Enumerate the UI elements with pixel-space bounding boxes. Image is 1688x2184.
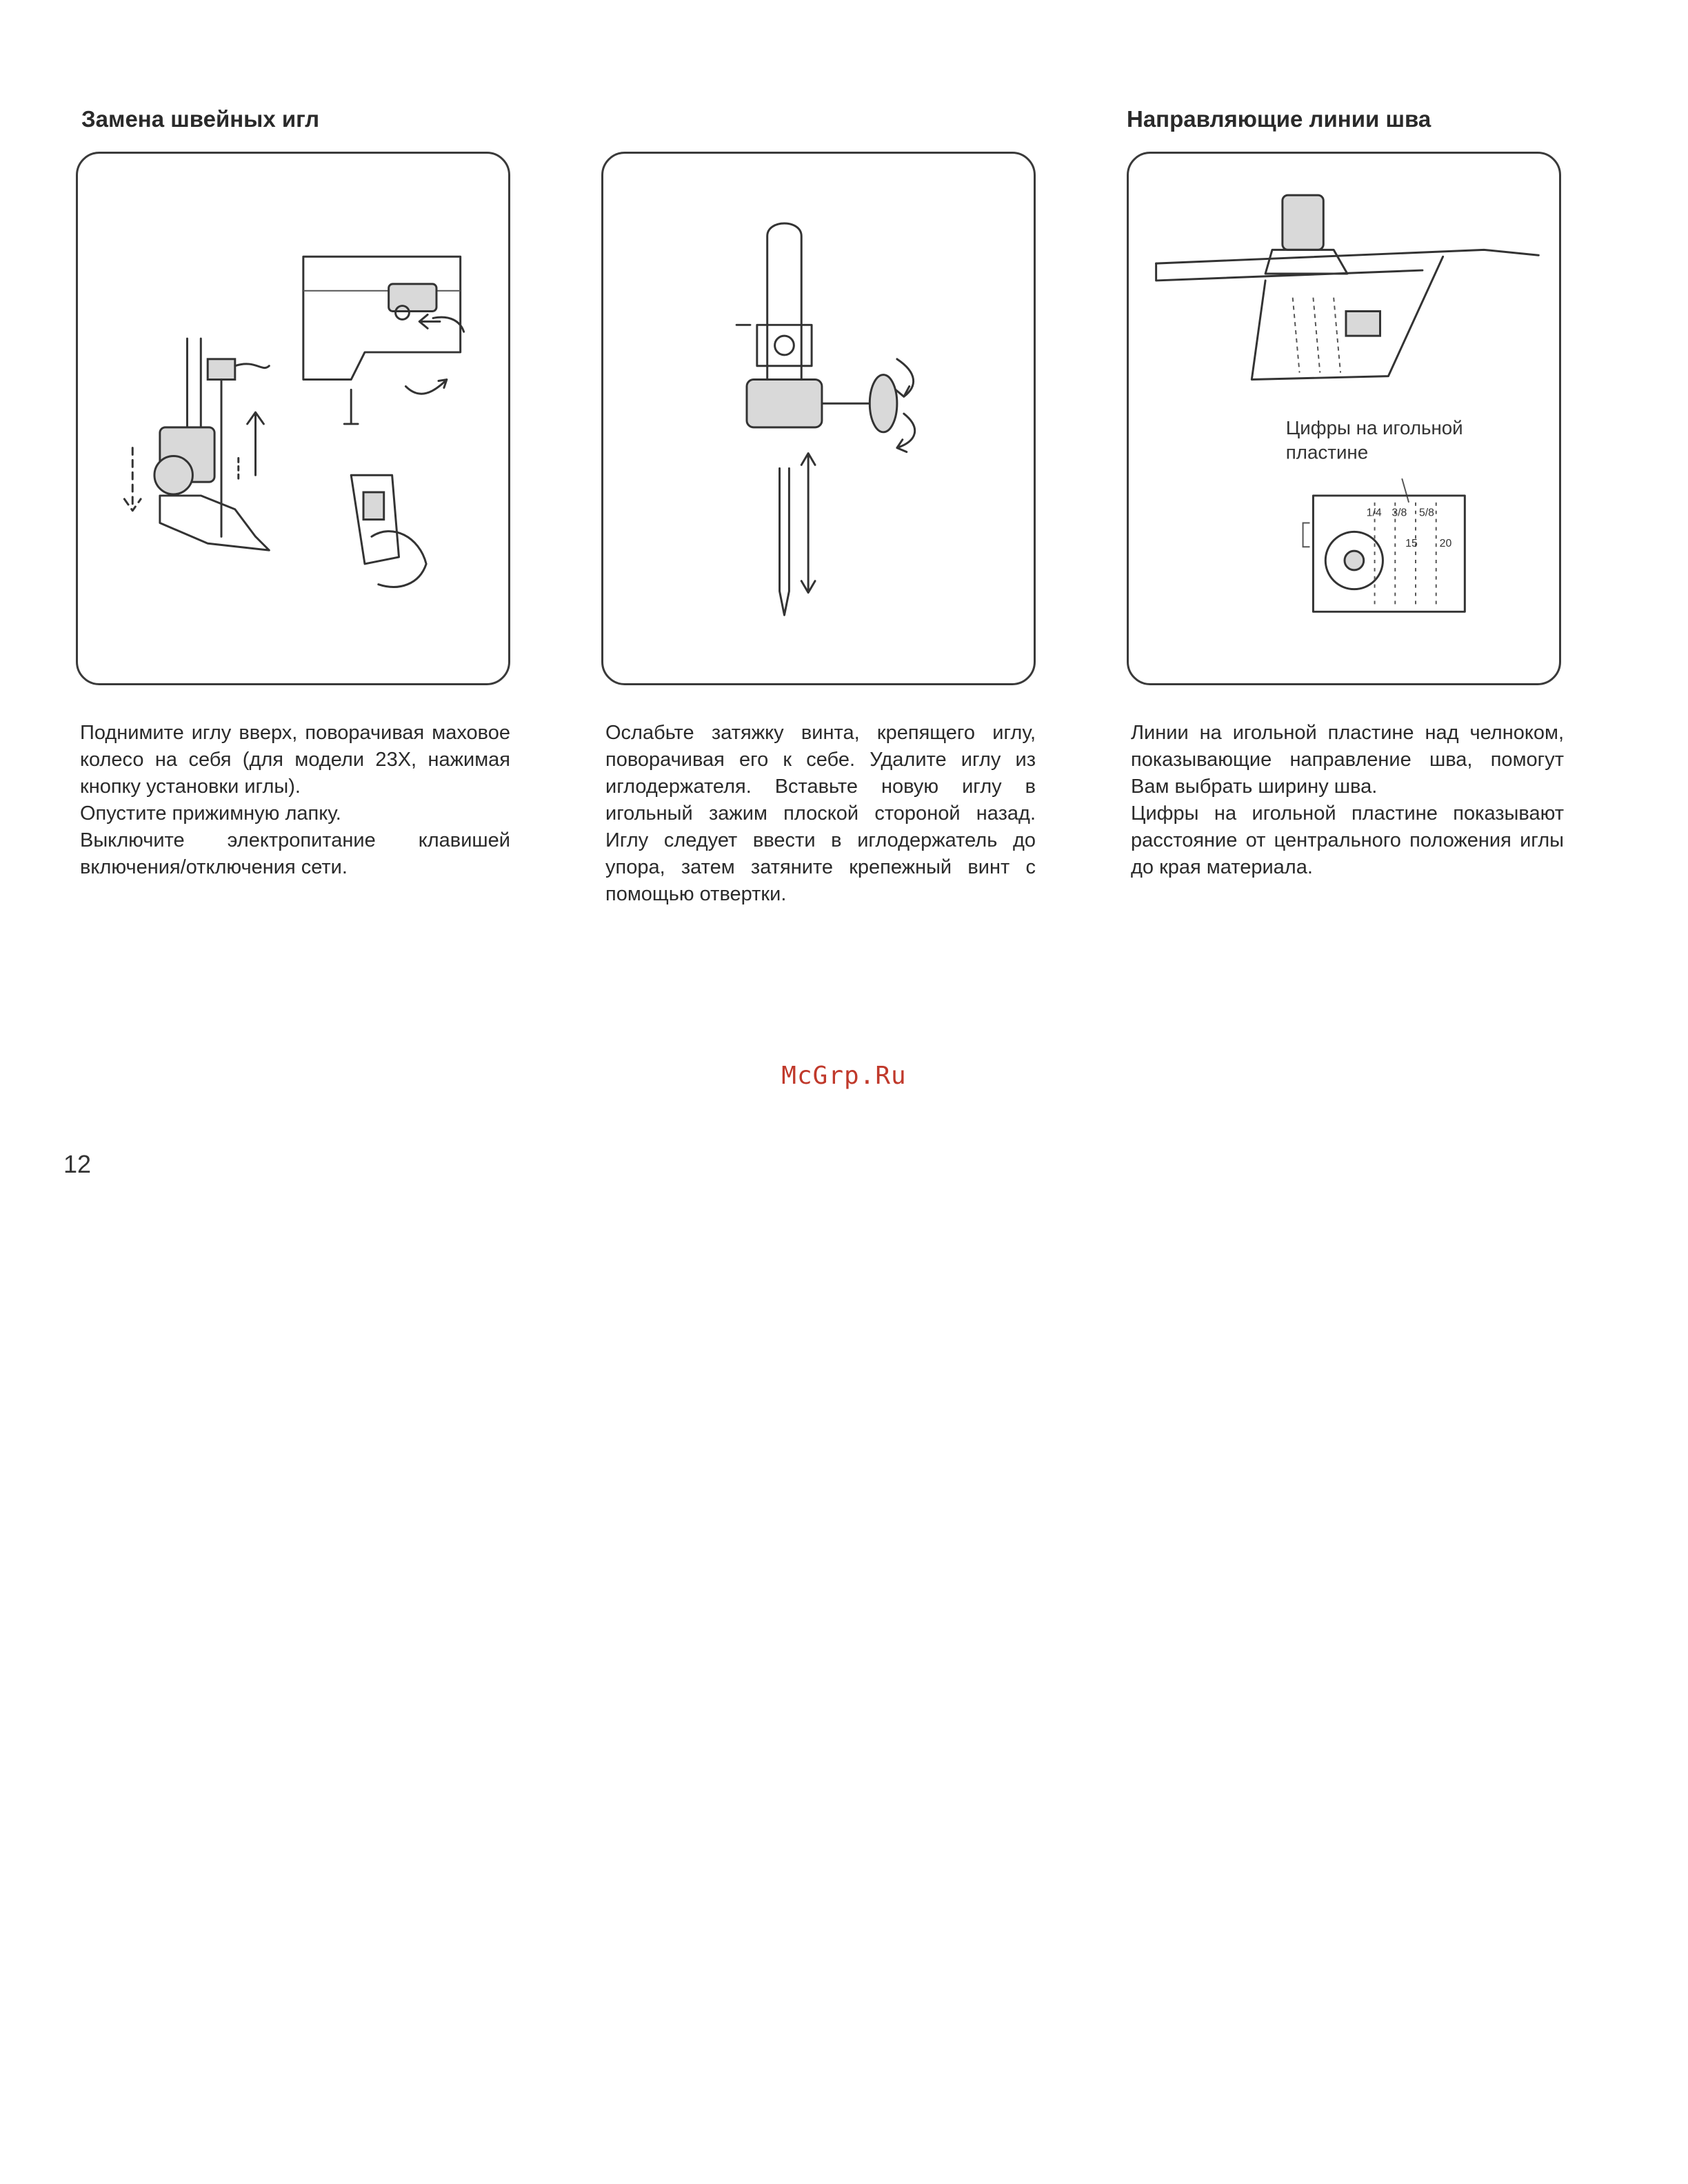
text-column-2 [605,720,1036,908]
needle-plate-label-line1: Цифры на игольной [1285,416,1463,438]
plate-scale-1: 1/4 [1366,507,1382,519]
plate-scale-4: 15 [1405,538,1418,550]
paragraph: Цифры на игольной пластине показывают расстояние от центрального положения иглы до края материала. [1131,802,1564,878]
raise-needle-illustration [78,154,508,683]
page-number: 12 [63,1150,92,1178]
watermark: McGrp.Ru [781,1062,907,1090]
figure-seam-guides [1127,152,1561,685]
heading-needle-change: Замена швейных игл [81,106,320,132]
paragraph: Выключите электропитание клавишей включения/отключения сети. [80,829,510,878]
figure-raise-needle [76,152,510,685]
seam-guides-illustration [1129,154,1559,683]
paragraph: Поднимите иглу вверх, поворачивая маховое колесо на себя (для модели 23X, нажимая кнопку установки иглы). [80,722,510,798]
plate-scale-2: 3/8 [1391,507,1407,519]
paragraph: Ослабьте затяжку винта, крепящего иглу, поворачивая его к себе. Удалите иглу из иглодержателя. Вставьте новую иглу в игольный зажим плоской стороной назад. Иглу следует ввести в иглодержатель до упора, затем затяните крепежный винт с помощью отвертки. [605,722,1036,905]
heading-seam-guides: Направляющие линии шва [1127,106,1431,132]
plate-scale-3: 5/8 [1418,507,1434,519]
needle-clamp-illustration [603,154,1034,683]
text-column-3 [1131,720,1564,881]
needle-plate-label-line2: пластине [1285,441,1369,463]
text-column-1 [80,720,510,881]
figure-needle-clamp [601,152,1036,685]
paragraph: Линии на игольной пластине над челноком, показывающие направление шва, помогут Вам выбрать ширину шва. [1131,722,1564,798]
plate-scale-5: 20 [1439,538,1452,550]
paragraph: Опустите прижимную лапку. [80,802,341,825]
